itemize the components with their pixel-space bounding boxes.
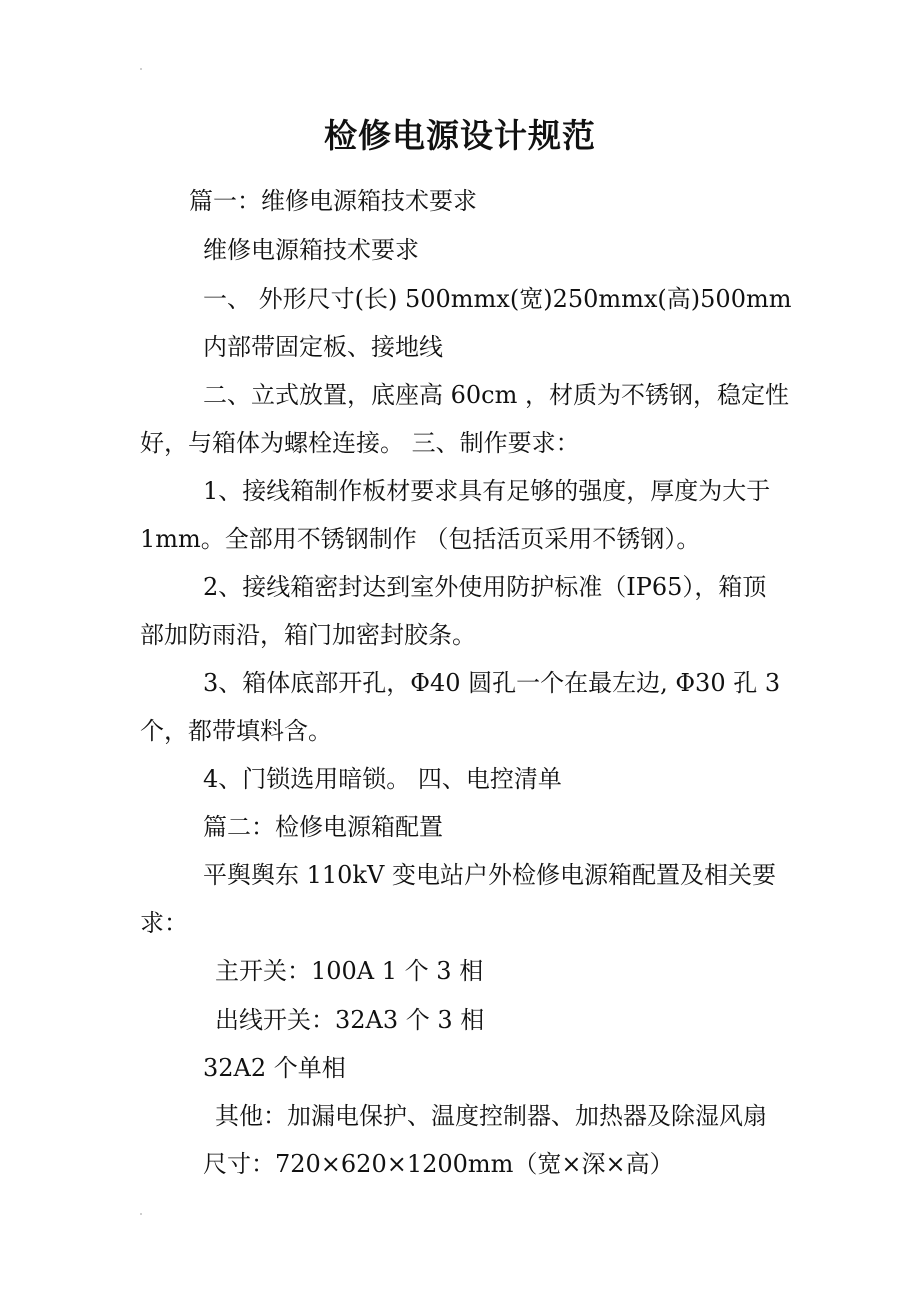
subheading: 维修电源箱技术要求 <box>203 236 419 264</box>
paragraph-line: 4、门锁选用暗锁。 四、电控清单 <box>203 765 562 793</box>
paragraph-line: 平舆舆东 110kV 变电站户外检修电源箱配置及相关要 <box>203 861 776 889</box>
scan-speck <box>140 68 142 70</box>
scan-speck <box>140 1213 142 1215</box>
document-title: 检修电源设计规范 <box>324 116 596 155</box>
section-heading-1: 篇一：维修电源箱技术要求 <box>189 187 477 215</box>
spec-line: 其他：加漏电保护、温度控制器、加热器及除湿风扇 <box>215 1102 767 1130</box>
paragraph-line: 个，都带填料含。 <box>140 717 332 745</box>
paragraph-line: 好，与箱体为螺栓连接。 三、制作要求： <box>140 429 580 457</box>
paragraph-line: 2、接线箱密封达到室外使用防护标准（IP65），箱顶 <box>203 573 767 601</box>
spec-line: 出线开关：32A3 个 3 相 <box>215 1006 485 1034</box>
paragraph-line: 3、箱体底部开孔，Φ40 圆孔一个在最左边, Φ30 孔 3 <box>203 669 781 697</box>
paragraph-line: 内部带固定板、接地线 <box>203 333 443 361</box>
paragraph-line: 二、立式放置，底座高 60cm ，材质为不锈钢，稳定性 <box>203 381 789 409</box>
spec-line: 尺寸：720×620×1200mm（宽×深×高） <box>203 1150 674 1178</box>
spec-line: 32A2 个单相 <box>203 1054 346 1082</box>
paragraph-line: 部加防雨沿，箱门加密封胶条。 <box>140 621 476 649</box>
spec-line: 主开关：100A 1 个 3 相 <box>215 957 484 985</box>
paragraph-line: 1、接线箱制作板材要求具有足够的强度，厚度为大于 <box>203 477 771 505</box>
paragraph-line: 1mm。全部用不锈钢制作 （包括活页采用不锈钢）。 <box>140 525 701 553</box>
paragraph-line: 求： <box>140 909 188 937</box>
paragraph-line: 一、 外形尺寸(长) 500mmⅹ(宽)250mmⅹ(高)500mm <box>203 285 792 313</box>
section-heading-2: 篇二：检修电源箱配置 <box>203 813 443 841</box>
